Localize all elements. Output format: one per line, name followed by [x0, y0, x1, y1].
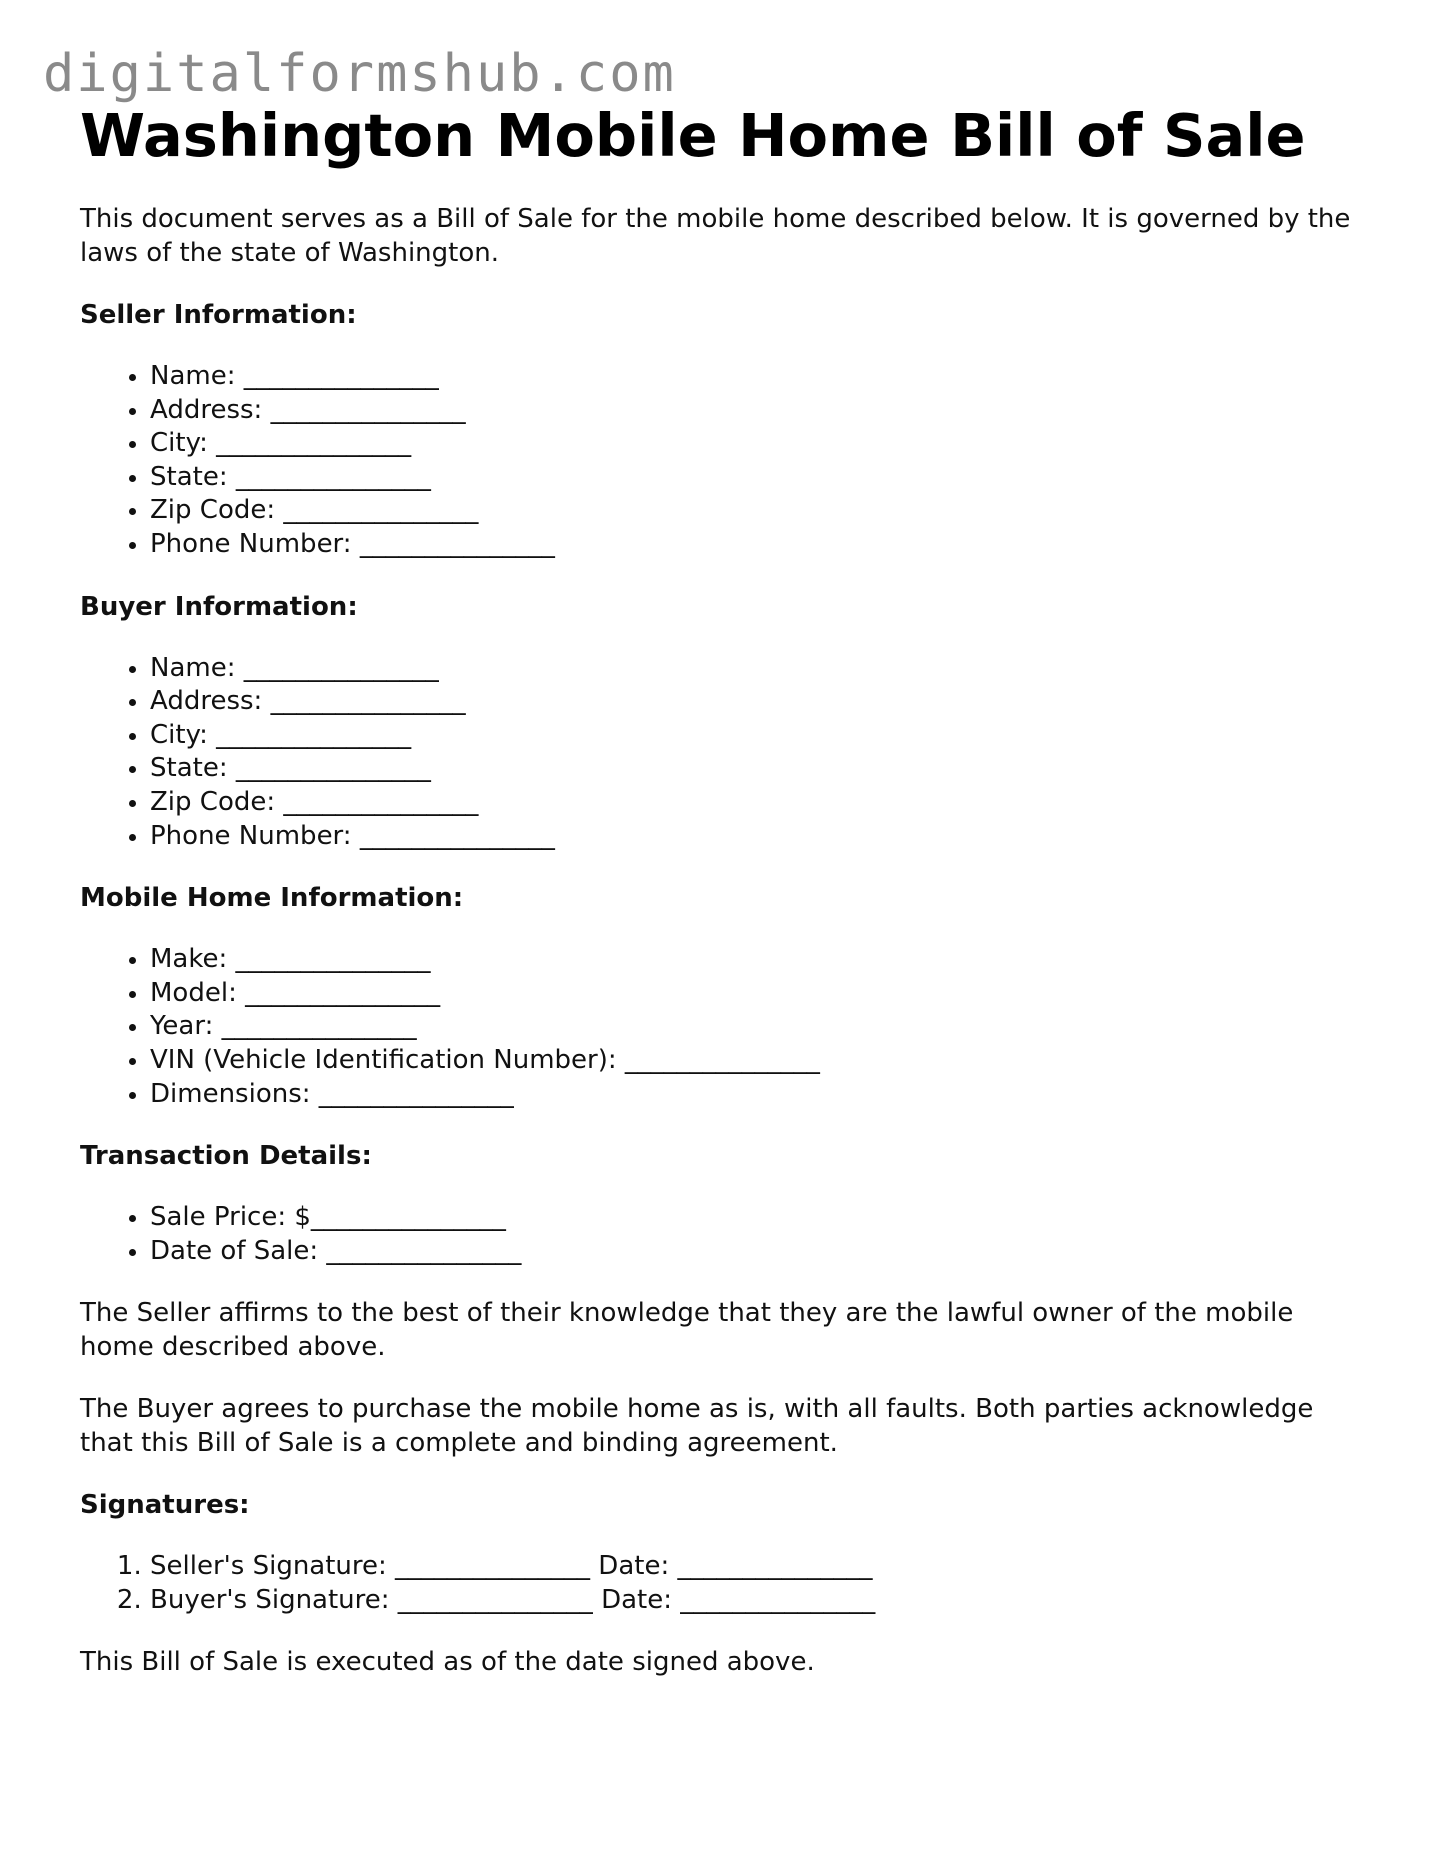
- buyer-name-field: • Name: _______________: [150, 652, 1370, 686]
- signatures-list: [80, 1550, 1370, 1617]
- sale-price-field: • Sale Price: $_______________: [150, 1201, 1370, 1235]
- buyer-state-field: • State: _______________: [150, 752, 1370, 786]
- seller-fields-list: [80, 360, 1370, 562]
- buyer-heading: Buyer Information:: [80, 591, 358, 622]
- date-of-sale-field: • Date of Sale: _______________: [150, 1235, 1370, 1269]
- seller-phone-field: • Phone Number: _______________: [150, 528, 1370, 562]
- seller-signature-line: 1. Seller's Signature: _______________ Date: _______________: [150, 1550, 1370, 1584]
- seller-heading: Seller Information:: [80, 300, 357, 330]
- seller-city-field: • City: _______________: [150, 427, 1370, 461]
- transaction-fields-list: [80, 1201, 1370, 1268]
- intro-paragraph: This document serves as a Bill of Sale for the mobile home described below. It is governed by the laws of the state of Washington.: [80, 204, 1351, 268]
- buyer-zip-field: • Zip Code: _______________: [150, 786, 1370, 820]
- agreement-paragraph: The Buyer agrees to purchase the mobile home as is, with all faults. Both parties acknowledge that this Bill of Sale is a complete and binding agreement.: [80, 1394, 1314, 1459]
- buyer-phone-field: • Phone Number: _______________: [150, 820, 1370, 854]
- watermark-logo: digitalformshub.com: [43, 44, 676, 104]
- dimensions-field: • Dimensions: _______________: [150, 1078, 1370, 1112]
- document-title: Washington Mobile Home Bill of Sale: [80, 101, 1306, 170]
- model-field: • Model: _______________: [150, 977, 1370, 1011]
- transaction-heading: Transaction Details:: [80, 1141, 372, 1172]
- mobile-home-fields-list: [80, 943, 1370, 1111]
- buyer-fields-list: [80, 652, 1370, 854]
- seller-address-field: • Address: _______________: [150, 394, 1370, 428]
- buyer-address-field: • Address: _______________: [150, 685, 1370, 719]
- closing-paragraph: This Bill of Sale is executed as of the date signed above.: [80, 1647, 815, 1678]
- buyer-city-field: • City: _______________: [150, 719, 1370, 753]
- seller-name-field: • Name: _______________: [150, 360, 1370, 394]
- signatures-heading: Signatures:: [80, 1490, 250, 1521]
- document-page: [80, 96, 1370, 1679]
- seller-state-field: • State: _______________: [150, 461, 1370, 495]
- make-field: • Make: _______________: [150, 943, 1370, 977]
- year-field: • Year: _______________: [150, 1010, 1370, 1044]
- affirmation-paragraph: The Seller affirms to the best of their knowledge that they are the lawful owner of the mobile home described above.: [80, 1298, 1294, 1363]
- seller-zip-field: • Zip Code: _______________: [150, 494, 1370, 528]
- buyer-signature-line: 2. Buyer's Signature: _______________ Date: _______________: [150, 1584, 1370, 1618]
- mobile-home-heading: Mobile Home Information:: [80, 883, 464, 914]
- vin-field: • VIN (Vehicle Identification Number): _______________: [150, 1044, 1370, 1078]
